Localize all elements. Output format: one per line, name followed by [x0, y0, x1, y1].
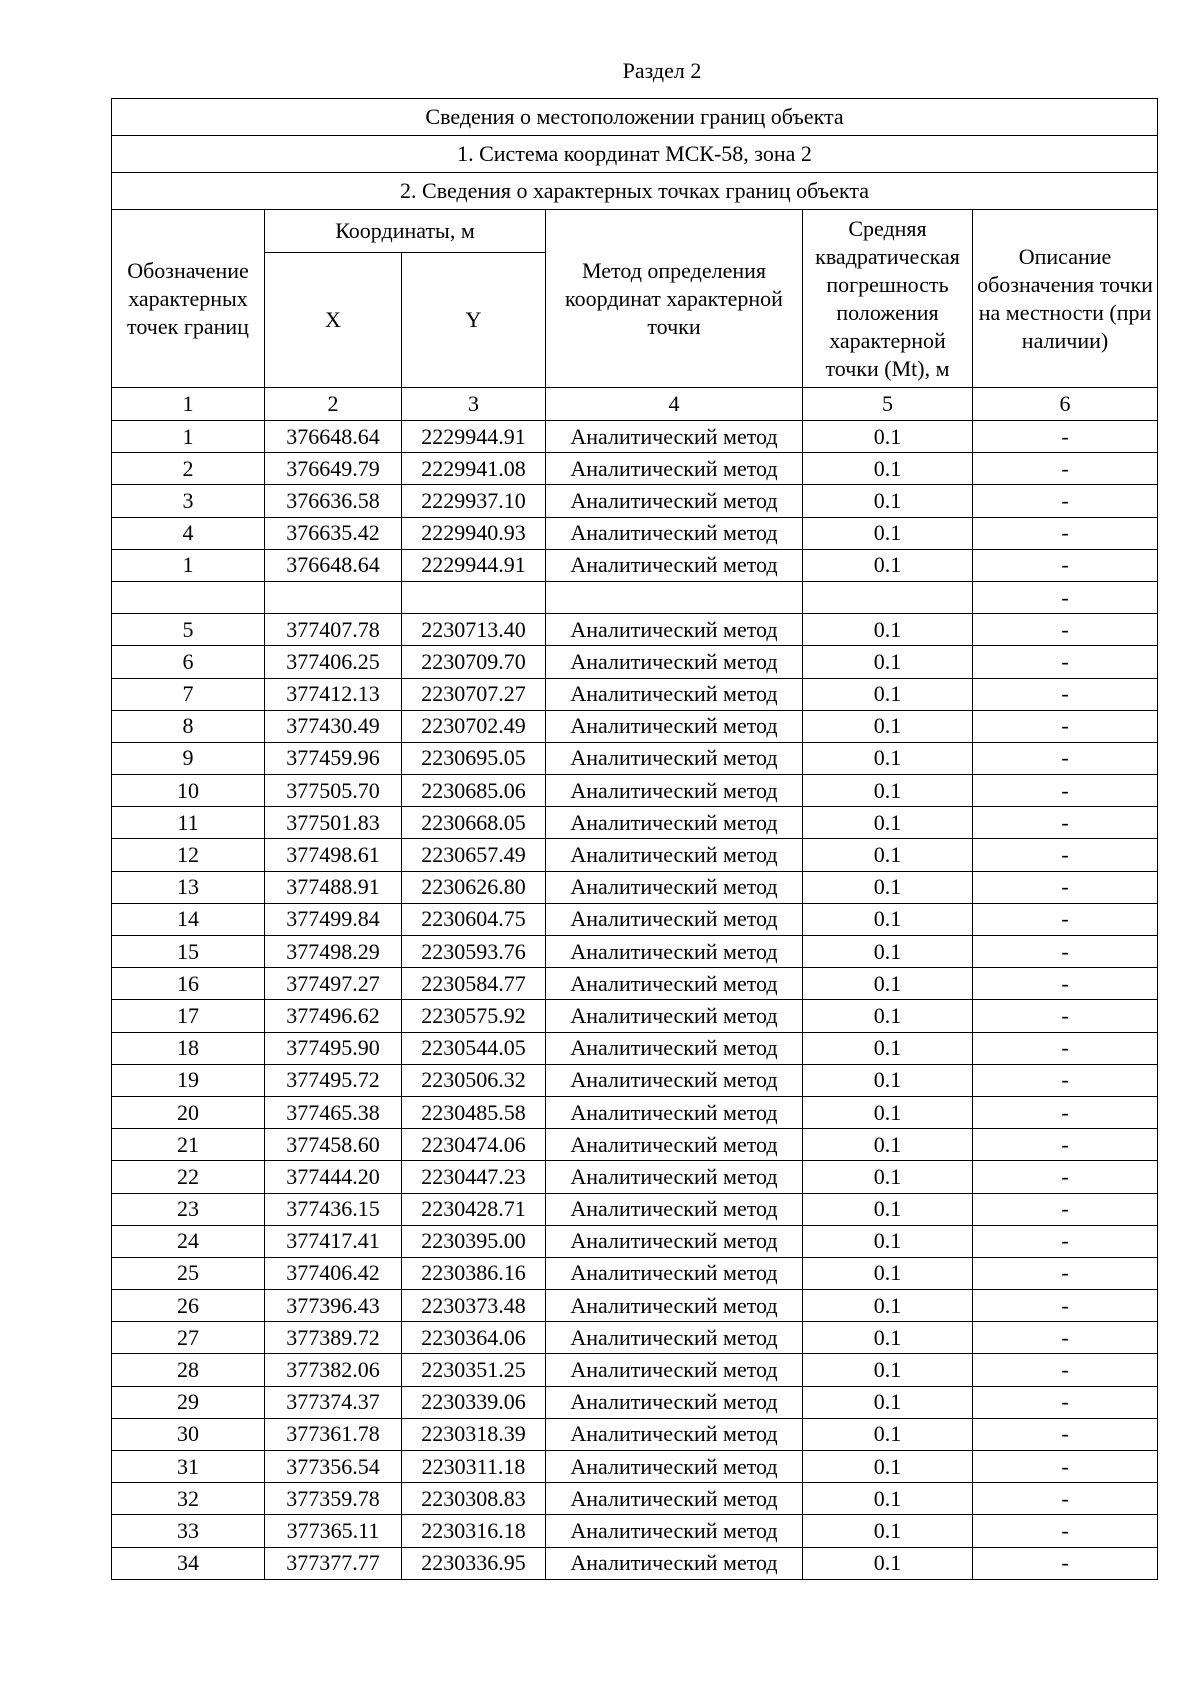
x-coordinate-cell: 377465.38 [265, 1096, 402, 1128]
error-cell: 0.1 [803, 903, 973, 935]
y-coordinate-cell: 2230668.05 [402, 807, 546, 839]
error-cell: 0.1 [803, 1225, 973, 1257]
table-row [112, 1257, 1158, 1289]
column-number: 2 [265, 388, 402, 421]
x-coordinate-cell: 377382.06 [265, 1354, 402, 1386]
y-coordinate-cell: 2230318.39 [402, 1418, 546, 1450]
method-cell: Аналитический метод [546, 517, 803, 549]
description-cell: - [973, 1451, 1158, 1483]
x-coordinate-cell: 377361.78 [265, 1418, 402, 1450]
method-cell: Аналитический метод [546, 549, 803, 581]
error-cell: 0.1 [803, 1483, 973, 1515]
method-cell: Аналитический метод [546, 1161, 803, 1193]
y-coordinate-cell: 2230702.49 [402, 710, 546, 742]
y-coordinate-cell: 2230604.75 [402, 903, 546, 935]
points-section-title: 2. Сведения о характерных точках границ объекта [112, 173, 1158, 210]
y-coordinate-cell: 2230386.16 [402, 1257, 546, 1289]
error-cell: 0.1 [803, 678, 973, 710]
description-cell: - [973, 775, 1158, 807]
y-coordinate-cell: 2230428.71 [402, 1193, 546, 1225]
table-row [112, 936, 1158, 968]
x-coordinate-cell: 377499.84 [265, 903, 402, 935]
x-coordinate-cell: 377407.78 [265, 614, 402, 646]
y-coordinate-cell: 2230575.92 [402, 1000, 546, 1032]
description-cell: - [973, 710, 1158, 742]
table-row [112, 1032, 1158, 1064]
point-number-cell [112, 581, 265, 613]
header-description: Описание обозначения точки на местности (при наличии) [973, 210, 1158, 388]
point-number-cell: 4 [112, 517, 265, 549]
x-coordinate-cell [265, 581, 402, 613]
table-row [112, 807, 1158, 839]
y-coordinate-cell: 2230373.48 [402, 1290, 546, 1322]
y-coordinate-cell: 2229937.10 [402, 485, 546, 517]
error-cell: 0.1 [803, 517, 973, 549]
description-cell: - [973, 871, 1158, 903]
x-coordinate-cell: 377505.70 [265, 775, 402, 807]
description-cell: - [973, 1515, 1158, 1547]
point-number-cell: 29 [112, 1386, 265, 1418]
y-coordinate-cell: 2230657.49 [402, 839, 546, 871]
table-row [112, 710, 1158, 742]
table-row [112, 421, 1158, 453]
table-row [112, 1096, 1158, 1128]
table-row [112, 1418, 1158, 1450]
header-error: Средняя квадратическая погрешность положения характерной точки (Mt), м [803, 210, 973, 388]
point-number-cell: 7 [112, 678, 265, 710]
point-number-cell: 19 [112, 1064, 265, 1096]
column-number: 6 [973, 388, 1158, 421]
error-cell: 0.1 [803, 614, 973, 646]
header-x: X [265, 253, 402, 388]
error-cell: 0.1 [803, 742, 973, 774]
x-coordinate-cell: 377417.41 [265, 1225, 402, 1257]
error-cell: 0.1 [803, 1000, 973, 1032]
method-cell: Аналитический метод [546, 775, 803, 807]
y-coordinate-cell: 2229944.91 [402, 421, 546, 453]
point-number-cell: 32 [112, 1483, 265, 1515]
error-cell: 0.1 [803, 1064, 973, 1096]
column-numbers-row [112, 388, 1158, 421]
point-number-cell: 31 [112, 1451, 265, 1483]
x-coordinate-cell: 377444.20 [265, 1161, 402, 1193]
y-coordinate-cell: 2230447.23 [402, 1161, 546, 1193]
error-cell: 0.1 [803, 710, 973, 742]
x-coordinate-cell: 377406.42 [265, 1257, 402, 1289]
method-cell: Аналитический метод [546, 1354, 803, 1386]
table-row [112, 1129, 1158, 1161]
table-row [112, 903, 1158, 935]
description-cell: - [973, 1000, 1158, 1032]
error-cell: 0.1 [803, 1386, 973, 1418]
table-body [112, 421, 1158, 1580]
y-coordinate-cell: 2230485.58 [402, 1096, 546, 1128]
error-cell: 0.1 [803, 1032, 973, 1064]
x-coordinate-cell: 376636.58 [265, 485, 402, 517]
error-cell: 0.1 [803, 1354, 973, 1386]
y-coordinate-cell: 2230364.06 [402, 1322, 546, 1354]
x-coordinate-cell: 377356.54 [265, 1451, 402, 1483]
error-cell: 0.1 [803, 936, 973, 968]
description-cell: - [973, 485, 1158, 517]
method-cell: Аналитический метод [546, 1129, 803, 1161]
point-number-cell: 30 [112, 1418, 265, 1450]
table-row [112, 485, 1158, 517]
table-title: Сведения о местоположении границ объекта [112, 99, 1158, 136]
error-cell: 0.1 [803, 421, 973, 453]
method-cell: Аналитический метод [546, 1322, 803, 1354]
error-cell: 0.1 [803, 1096, 973, 1128]
table-row [112, 1064, 1158, 1096]
method-cell: Аналитический метод [546, 1386, 803, 1418]
y-coordinate-cell: 2230311.18 [402, 1451, 546, 1483]
table-row [112, 1161, 1158, 1193]
y-coordinate-cell: 2230626.80 [402, 871, 546, 903]
table-row [112, 614, 1158, 646]
error-cell: 0.1 [803, 485, 973, 517]
x-coordinate-cell: 377406.25 [265, 646, 402, 678]
point-number-cell: 22 [112, 1161, 265, 1193]
table-row [112, 1547, 1158, 1579]
error-cell: 0.1 [803, 968, 973, 1000]
point-number-cell: 26 [112, 1290, 265, 1322]
table-row [112, 1193, 1158, 1225]
table-row [112, 1290, 1158, 1322]
point-number-cell: 10 [112, 775, 265, 807]
y-coordinate-cell [402, 581, 546, 613]
description-cell: - [973, 1129, 1158, 1161]
y-coordinate-cell: 2230474.06 [402, 1129, 546, 1161]
description-cell: - [973, 1257, 1158, 1289]
error-cell: 0.1 [803, 807, 973, 839]
method-cell: Аналитический метод [546, 807, 803, 839]
error-cell: 0.1 [803, 1418, 973, 1450]
method-cell: Аналитический метод [546, 1257, 803, 1289]
x-coordinate-cell: 376648.64 [265, 549, 402, 581]
x-coordinate-cell: 377430.49 [265, 710, 402, 742]
table-row [112, 678, 1158, 710]
description-cell: - [973, 453, 1158, 485]
method-cell: Аналитический метод [546, 1515, 803, 1547]
y-coordinate-cell: 2230351.25 [402, 1354, 546, 1386]
point-number-cell: 6 [112, 646, 265, 678]
method-cell: Аналитический метод [546, 1418, 803, 1450]
point-number-cell: 12 [112, 839, 265, 871]
error-cell: 0.1 [803, 646, 973, 678]
table-row [112, 1000, 1158, 1032]
error-cell: 0.1 [803, 453, 973, 485]
header-method: Метод определения координат характерной точки [546, 210, 803, 388]
error-cell: 0.1 [803, 1129, 973, 1161]
method-cell: Аналитический метод [546, 421, 803, 453]
boundary-points-table [111, 98, 1158, 1580]
x-coordinate-cell: 377359.78 [265, 1483, 402, 1515]
header-coords: Координаты, м [265, 210, 546, 253]
column-number: 1 [112, 388, 265, 421]
x-coordinate-cell: 377377.77 [265, 1547, 402, 1579]
description-cell: - [973, 839, 1158, 871]
error-cell: 0.1 [803, 1451, 973, 1483]
x-coordinate-cell: 377458.60 [265, 1129, 402, 1161]
method-cell: Аналитический метод [546, 1451, 803, 1483]
description-cell: - [973, 1386, 1158, 1418]
point-number-cell: 5 [112, 614, 265, 646]
description-cell: - [973, 421, 1158, 453]
method-cell: Аналитический метод [546, 1193, 803, 1225]
point-number-cell: 34 [112, 1547, 265, 1579]
y-coordinate-cell: 2229940.93 [402, 517, 546, 549]
x-coordinate-cell: 377436.15 [265, 1193, 402, 1225]
point-number-cell: 8 [112, 710, 265, 742]
y-coordinate-cell: 2230707.27 [402, 678, 546, 710]
description-cell: - [973, 1418, 1158, 1450]
y-coordinate-cell: 2230395.00 [402, 1225, 546, 1257]
y-coordinate-cell: 2230593.76 [402, 936, 546, 968]
point-number-cell: 2 [112, 453, 265, 485]
table-row [112, 871, 1158, 903]
error-cell [803, 581, 973, 613]
x-coordinate-cell: 376648.64 [265, 421, 402, 453]
error-cell: 0.1 [803, 1290, 973, 1322]
y-coordinate-cell: 2230339.06 [402, 1386, 546, 1418]
column-number: 4 [546, 388, 803, 421]
table-row [112, 775, 1158, 807]
x-coordinate-cell: 377495.90 [265, 1032, 402, 1064]
method-cell: Аналитический метод [546, 903, 803, 935]
y-coordinate-cell: 2230584.77 [402, 968, 546, 1000]
x-coordinate-cell: 377495.72 [265, 1064, 402, 1096]
point-number-cell: 13 [112, 871, 265, 903]
table-row [112, 968, 1158, 1000]
column-number: 5 [803, 388, 973, 421]
description-cell: - [973, 1354, 1158, 1386]
y-coordinate-cell: 2230695.05 [402, 742, 546, 774]
point-number-cell: 11 [112, 807, 265, 839]
method-cell: Аналитический метод [546, 678, 803, 710]
method-cell: Аналитический метод [546, 485, 803, 517]
description-cell: - [973, 1193, 1158, 1225]
section-label: Раздел 2 [622, 58, 702, 83]
description-cell: - [973, 1096, 1158, 1128]
error-cell: 0.1 [803, 775, 973, 807]
method-cell: Аналитический метод [546, 742, 803, 774]
table-row [112, 1225, 1158, 1257]
error-cell: 0.1 [803, 1193, 973, 1225]
table-row [112, 581, 1158, 613]
method-cell: Аналитический метод [546, 646, 803, 678]
y-coordinate-cell: 2229941.08 [402, 453, 546, 485]
y-coordinate-cell: 2230544.05 [402, 1032, 546, 1064]
error-cell: 0.1 [803, 1257, 973, 1289]
method-cell: Аналитический метод [546, 1225, 803, 1257]
error-cell: 0.1 [803, 871, 973, 903]
method-cell: Аналитический метод [546, 1032, 803, 1064]
description-cell: - [973, 936, 1158, 968]
description-cell: - [973, 614, 1158, 646]
point-number-cell: 14 [112, 903, 265, 935]
point-number-cell: 28 [112, 1354, 265, 1386]
error-cell: 0.1 [803, 549, 973, 581]
description-cell: - [973, 646, 1158, 678]
x-coordinate-cell: 377396.43 [265, 1290, 402, 1322]
y-coordinate-cell: 2230316.18 [402, 1515, 546, 1547]
y-coordinate-cell: 2230336.95 [402, 1547, 546, 1579]
description-cell: - [973, 1290, 1158, 1322]
point-number-cell: 33 [112, 1515, 265, 1547]
method-cell: Аналитический метод [546, 1096, 803, 1128]
error-cell: 0.1 [803, 839, 973, 871]
error-cell: 0.1 [803, 1547, 973, 1579]
description-cell: - [973, 903, 1158, 935]
x-coordinate-cell: 377412.13 [265, 678, 402, 710]
point-number-cell: 21 [112, 1129, 265, 1161]
x-coordinate-cell: 377498.29 [265, 936, 402, 968]
point-number-cell: 27 [112, 1322, 265, 1354]
table-row [112, 1322, 1158, 1354]
method-cell: Аналитический метод [546, 1547, 803, 1579]
y-coordinate-cell: 2230308.83 [402, 1483, 546, 1515]
y-coordinate-cell: 2229944.91 [402, 549, 546, 581]
x-coordinate-cell: 377365.11 [265, 1515, 402, 1547]
point-number-cell: 20 [112, 1096, 265, 1128]
description-cell: - [973, 968, 1158, 1000]
coord-system: 1. Система координат МСК-58, зона 2 [112, 136, 1158, 173]
method-cell: Аналитический метод [546, 1483, 803, 1515]
x-coordinate-cell: 376635.42 [265, 517, 402, 549]
point-number-cell: 15 [112, 936, 265, 968]
point-number-cell: 23 [112, 1193, 265, 1225]
table-row [112, 646, 1158, 678]
x-coordinate-cell: 377497.27 [265, 968, 402, 1000]
y-coordinate-cell: 2230713.40 [402, 614, 546, 646]
error-cell: 0.1 [803, 1322, 973, 1354]
header-y: Y [402, 253, 546, 388]
table-row [112, 1354, 1158, 1386]
method-cell: Аналитический метод [546, 710, 803, 742]
x-coordinate-cell: 377459.96 [265, 742, 402, 774]
description-cell: - [973, 1483, 1158, 1515]
x-coordinate-cell: 377374.37 [265, 1386, 402, 1418]
method-cell: Аналитический метод [546, 936, 803, 968]
description-cell: - [973, 549, 1158, 581]
y-coordinate-cell: 2230685.06 [402, 775, 546, 807]
point-number-cell: 18 [112, 1032, 265, 1064]
method-cell: Аналитический метод [546, 871, 803, 903]
method-cell [546, 581, 803, 613]
table-row [112, 1451, 1158, 1483]
point-number-cell: 3 [112, 485, 265, 517]
description-cell: - [973, 1547, 1158, 1579]
method-cell: Аналитический метод [546, 453, 803, 485]
column-number: 3 [402, 388, 546, 421]
description-cell: - [973, 1322, 1158, 1354]
method-cell: Аналитический метод [546, 839, 803, 871]
method-cell: Аналитический метод [546, 1290, 803, 1322]
table-row [112, 517, 1158, 549]
method-cell: Аналитический метод [546, 968, 803, 1000]
description-cell: - [973, 1161, 1158, 1193]
point-number-cell: 9 [112, 742, 265, 774]
method-cell: Аналитический метод [546, 1064, 803, 1096]
description-cell: - [973, 1225, 1158, 1257]
x-coordinate-cell: 376649.79 [265, 453, 402, 485]
point-number-cell: 25 [112, 1257, 265, 1289]
x-coordinate-cell: 377488.91 [265, 871, 402, 903]
header-point-name: Обозначение характерных точек границ [112, 210, 265, 388]
y-coordinate-cell: 2230709.70 [402, 646, 546, 678]
table-row [112, 839, 1158, 871]
description-cell: - [973, 581, 1158, 613]
table-row [112, 549, 1158, 581]
description-cell: - [973, 742, 1158, 774]
table-row [112, 453, 1158, 485]
method-cell: Аналитический метод [546, 614, 803, 646]
method-cell: Аналитический метод [546, 1000, 803, 1032]
point-number-cell: 1 [112, 421, 265, 453]
point-number-cell: 17 [112, 1000, 265, 1032]
description-cell: - [973, 1064, 1158, 1096]
error-cell: 0.1 [803, 1515, 973, 1547]
table-row [112, 742, 1158, 774]
point-number-cell: 1 [112, 549, 265, 581]
description-cell: - [973, 678, 1158, 710]
point-number-cell: 16 [112, 968, 265, 1000]
point-number-cell: 24 [112, 1225, 265, 1257]
table-row [112, 1483, 1158, 1515]
x-coordinate-cell: 377498.61 [265, 839, 402, 871]
description-cell: - [973, 807, 1158, 839]
x-coordinate-cell: 377501.83 [265, 807, 402, 839]
description-cell: - [973, 1032, 1158, 1064]
description-cell: - [973, 517, 1158, 549]
table-row [112, 1386, 1158, 1418]
y-coordinate-cell: 2230506.32 [402, 1064, 546, 1096]
table-row [112, 1515, 1158, 1547]
x-coordinate-cell: 377389.72 [265, 1322, 402, 1354]
error-cell: 0.1 [803, 1161, 973, 1193]
x-coordinate-cell: 377496.62 [265, 1000, 402, 1032]
